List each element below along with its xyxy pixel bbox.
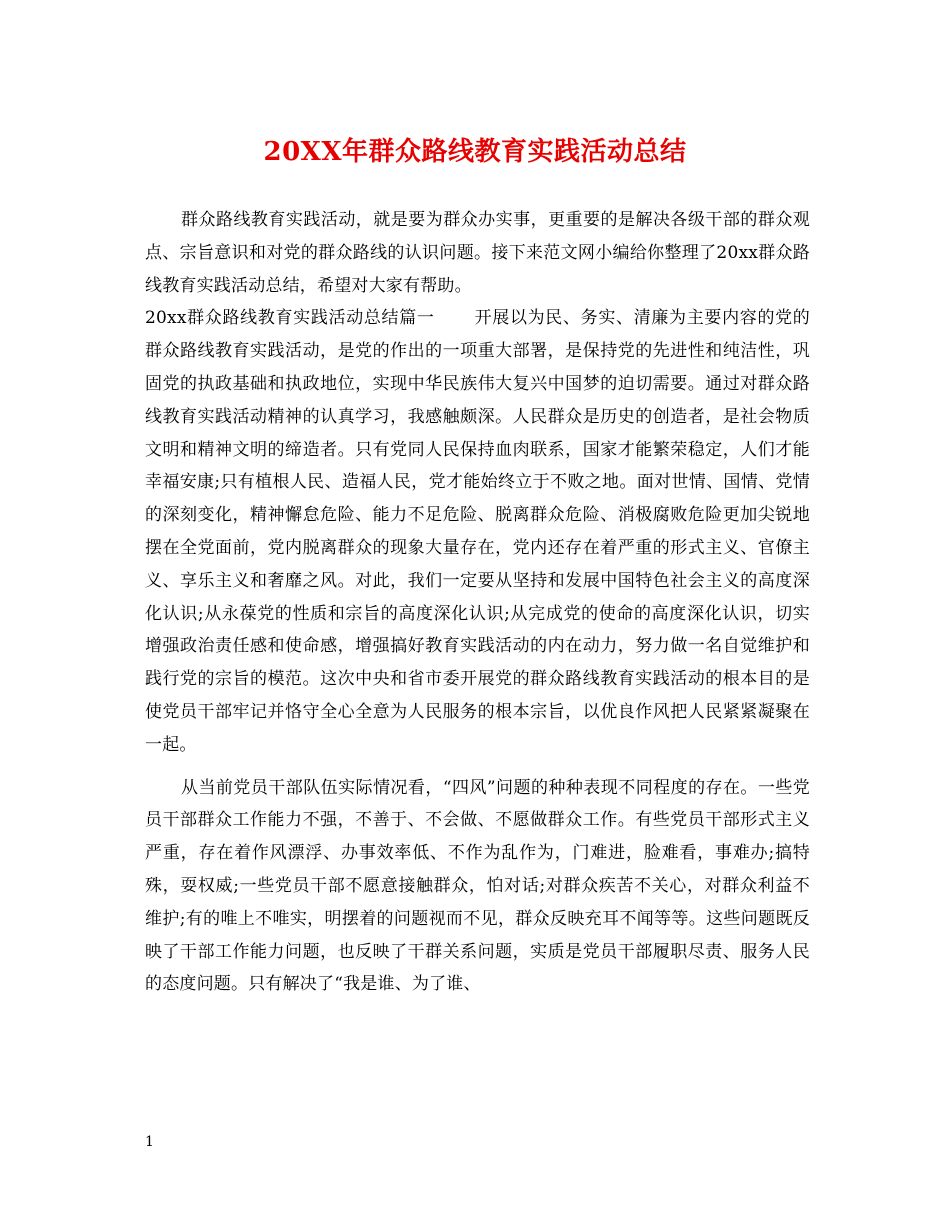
section-one-text: 开展以为民、务实、清廉为主要内容的党的群众路线教育实践活动，是党的作出的一项重大部署，是保持党的先进性和纯洁性，巩固党的执政基础和执政地位，实现中华民族伟大复兴中国梦的迫切需要。通过对群众路线教育实践活动精神的认真学习，我感触颇深。人民群众是历史的创造者，是社会物质文明和精神文明的缔造者。只有党同人民保持血肉联系，国家才能繁荣稳定，人们才能幸福安康;只有植根人民、造福人民，党才能始终立于不败之地。面对世情、国情、党情的深刻变化，精神懈怠危险、能力不足危险、脱离群众危险、消极腐败危险更加尖锐地摆在全党面前，党内脱离群众的现象大量存在，党内还存在着严重的形式主义、官僚主义、享乐主义和奢靡之风。对此，我们一定要从坚持和发展中国特色社会主义的高度深化认识;从永葆党的性质和宗旨的高度深化认识;从完成党的使命的高度深化认识，切实增强政治责任感和使命感，增强搞好教育实践活动的内在动力，努力做一名自觉维护和践行党的宗旨的模范。这次中央和省市委开展党的群众路线教育实践活动的根本目的是使党员干部牢记并恪守全心全意为人民服务的根本宗旨，以优良作风把人民紧紧凝聚在一起。 [145,308,811,755]
section-one-paragraph [145,302,810,761]
section-heading: 20xx群众路线教育实践活动总结篇一 [145,308,435,329]
third-paragraph: 从当前党员干部队伍实际情况看，“四风”问题的种种表现不同程度的存在。一些党员干部群众工作能力不强，不善于、不会做、不愿做群众工作。有些党员干部形式主义严重，存在着作风漂浮、办事效率低、不作为乱作为，门难进，脸难看，事难办;搞特殊，耍权威;一些党员干部不愿意接触群众，怕对话;对群众疾苦不关心，对群众利益不维护;有的唯上不唯实，明摆着的问题视而不见，群众反映充耳不闻等等。这些问题既反映了干部工作能力问题，也反映了干群关系问题，实质是党员干部履职尽责、服务人民的态度问题。只有解决了“我是谁、为了谁、 [145,777,810,995]
page-number: 1 [145,1134,154,1150]
document-title: 20XX年群众路线教育实践活动总结 [263,137,687,167]
intro-paragraph: 群众路线教育实践活动，就是要为群众办实事，更重要的是解决各级干部的群众观点、宗旨意识和对党的群众路线的认识问题。接下来范文网小编给你整理了20xx群众路线教育实践活动总结，希望对大家有帮助。 [145,210,810,296]
document-body [145,204,810,1001]
